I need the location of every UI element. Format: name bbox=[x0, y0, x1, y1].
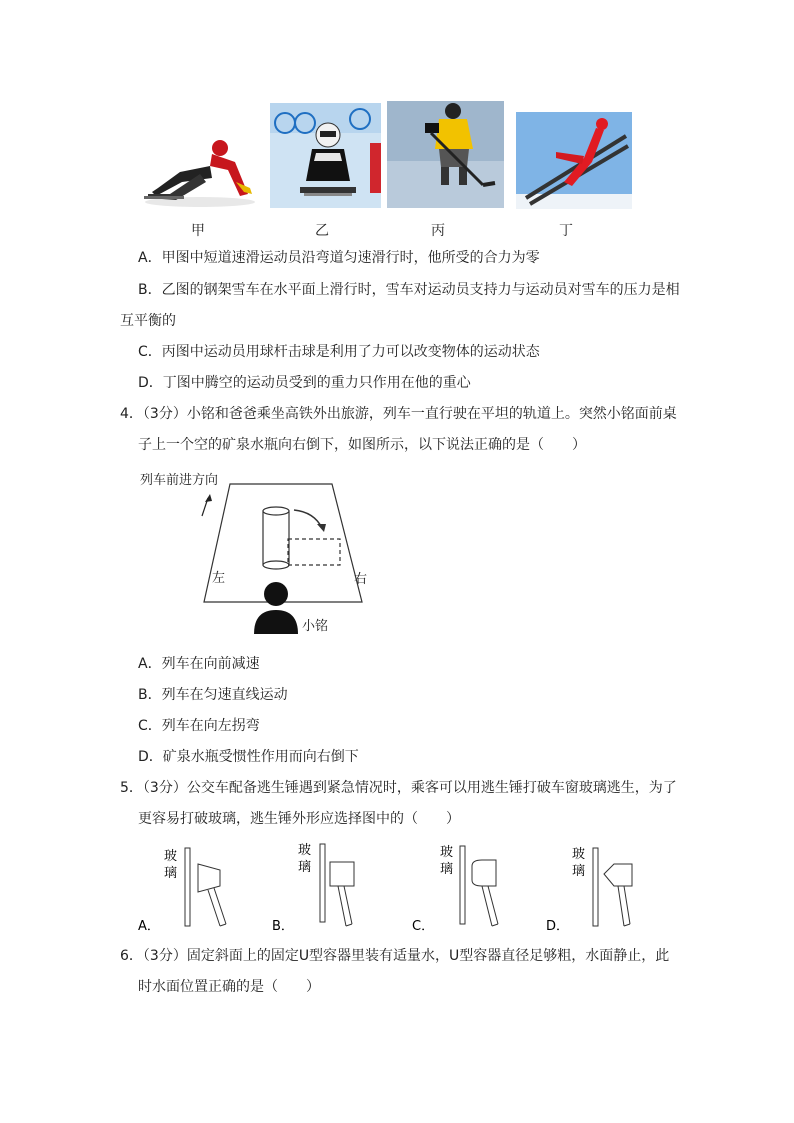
q3-option-b-cont: 互平衡的 bbox=[120, 313, 176, 329]
svg-text:璃: 璃 bbox=[164, 866, 178, 881]
figure-label-yi: 乙 bbox=[315, 223, 329, 239]
svg-text:D．: D． bbox=[546, 919, 570, 934]
photo-skeleton-sled bbox=[270, 103, 381, 208]
hammer-option-d bbox=[546, 846, 632, 934]
hammer-option-a bbox=[138, 848, 226, 934]
q4-option-d: D．矿泉水瓶受惯性作用而向右倒下 bbox=[138, 749, 359, 765]
upright-bottle bbox=[263, 511, 289, 565]
q3-option-c: C．丙图中运动员用球杆击球是利用了力可以改变物体的运动状态 bbox=[138, 344, 540, 360]
q4-option-b: B．列车在匀速直线运动 bbox=[138, 687, 288, 703]
svg-text:A．: A． bbox=[138, 919, 160, 934]
svg-text:玻: 玻 bbox=[572, 847, 586, 862]
svg-text:玻: 玻 bbox=[164, 849, 178, 864]
q4-stem-line2: 子上一个空的矿泉水瓶向右倒下，如图所示，以下说法正确的是（ ） bbox=[138, 437, 586, 453]
svg-text:玻: 玻 bbox=[298, 843, 312, 858]
svg-text:玻: 玻 bbox=[440, 845, 454, 860]
svg-text:C．: C． bbox=[412, 919, 435, 934]
photo-ski-jumper bbox=[516, 112, 632, 209]
svg-text:璃: 璃 bbox=[298, 860, 312, 875]
svg-text:璃: 璃 bbox=[572, 864, 586, 879]
figure-label-bing: 丙 bbox=[431, 223, 445, 239]
hammer-option-c bbox=[412, 844, 498, 934]
q4-figure bbox=[136, 466, 396, 646]
q6-stem-line2: 时水面位置正确的是（ ） bbox=[138, 979, 320, 995]
q4-option-c: C．列车在向左拐弯 bbox=[138, 718, 260, 734]
direction-label: 列车前进方向 bbox=[140, 473, 219, 488]
person-label: 小铭 bbox=[302, 619, 329, 634]
falling-arrow bbox=[294, 510, 322, 528]
q5-stem-line1: 5．（3分）公交车配备逃生锤遇到紧急情况时，乘客可以用逃生锤打破车窗玻璃逃生，为了 bbox=[120, 780, 677, 796]
q3-option-a: A．甲图中短道速滑运动员沿弯道匀速滑行时，他所受的合力为零 bbox=[138, 250, 540, 266]
figure-label-ding: 丁 bbox=[559, 223, 573, 239]
svg-text:璃: 璃 bbox=[440, 862, 454, 877]
fallen-bottle-dashed bbox=[288, 539, 340, 565]
q4-stem-line1: 4．（3分）小铭和爸爸乘坐高铁外出旅游，列车一直行驶在平坦的轨道上。突然小铭面前桌 bbox=[120, 406, 677, 422]
q3-option-d: D．丁图中腾空的运动员受到的重力只作用在他的重心 bbox=[138, 375, 471, 391]
q6-stem-line1: 6．（3分）固定斜面上的固定U型容器里装有适量水，U型容器直径足够粗，水面静止，此 bbox=[120, 948, 670, 964]
q3-option-b: B．乙图的钢架雪车在水平面上滑行时，雪车对运动员支持力与运动员对雪车的压力是相 bbox=[138, 282, 680, 298]
person-head bbox=[264, 582, 288, 606]
right-label: 右 bbox=[354, 572, 368, 587]
svg-text:B．: B． bbox=[272, 919, 294, 934]
left-label: 左 bbox=[212, 571, 226, 586]
figure-label-jia: 甲 bbox=[191, 223, 205, 239]
q5-stem-line2: 更容易打破玻璃，逃生锤外形应选择图中的（ ） bbox=[138, 811, 460, 827]
photo-ice-hockey bbox=[387, 101, 504, 208]
q5-figure bbox=[130, 840, 650, 940]
photo-speed-skater bbox=[140, 122, 258, 210]
q4-option-a: A．列车在向前减速 bbox=[138, 656, 260, 672]
person-body bbox=[254, 610, 298, 634]
hammer-option-b bbox=[272, 842, 354, 934]
